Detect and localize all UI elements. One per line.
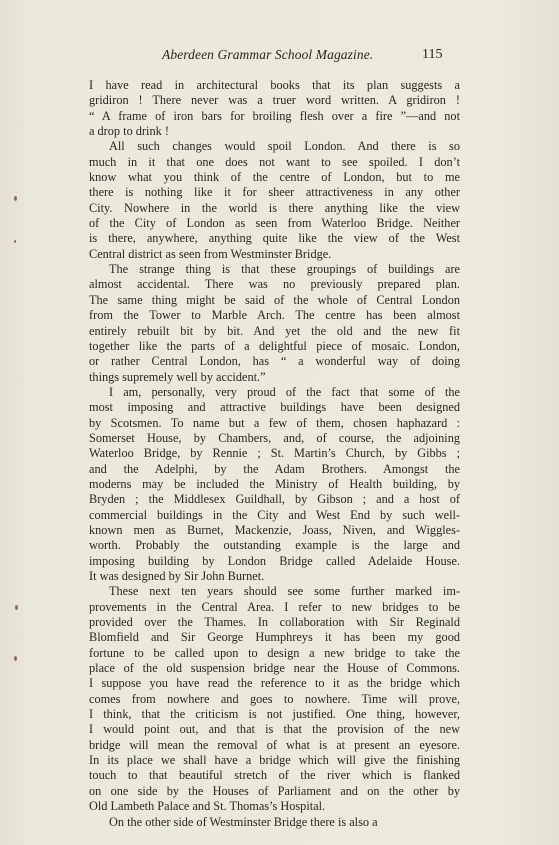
text-line: moderns may be included the Ministry of Health building, by [89,476,460,491]
text-line: together like the parts of a delightful piece of mosaic. London, [89,338,460,353]
text-line: It was designed by Sir John Burnet. [89,569,265,583]
text-line: imposing building by London Bridge called Adelaide House. [89,553,460,568]
margin-mark [15,605,18,610]
text-line: a drop to drink ! [89,124,169,139]
text-line: bridge will mean the removal of what is at present an eyesore. [89,737,460,752]
margin-mark [14,656,17,661]
text-line: from the Tower to Marble Arch. The centre has been almost [89,308,460,323]
article-body [89,78,460,830]
text-line: things supremely well by accident.” [89,369,266,384]
text-line: Somerset House, by Chambers, and, of course, the adjoining [89,430,460,445]
text-line: Old Lambeth Palace and St. Thomas’s Hospital. [89,799,326,814]
text-line: much in it that one does not want to see spoiled. I don’t [89,154,460,169]
text-line: These next ten years should see some further marked im- [109,584,460,599]
text-line: almost accidental. There was no previously prepared plan. [89,277,460,292]
text-line: by Scotsmen. To name but a few of them, chosen haphazard : [89,415,460,430]
text-line: provements in the Central Area. I refer to new bridges to be [89,599,460,614]
text-line: comes from nowhere and goes to nowhere. Time will prove, [89,691,460,706]
text-line: I have read in architectural books that its plan suggests a [89,78,460,92]
text-line: I suppose you have read the reference to it as the bridge which [89,676,460,691]
text-line: of the City of London as seen from Waterloo Bridge. Neither [89,216,460,231]
text-line: The same thing might be said of the whole of Central London [89,292,460,307]
text-line: City. Nowhere in the world is there anything like the view [89,200,460,215]
text-line: gridiron ! There never was a truer word written. A gridiron ! [89,93,460,108]
text-line: entirely rebuilt bit by bit. And yet the old and the new fit [89,323,460,338]
text-line: place of the old suspension bridge near the House of Commons. [89,661,460,676]
text-line: worth. Probably the outstanding example is the large and [89,538,460,553]
text-line: “ A frame of iron bars for broiling flesh over a fire ”—and not [89,108,460,123]
text-line: Waterloo Bridge, by Rennie ; St. Martin’s Church, by Gibbs ; [89,446,460,461]
text-line: Bryden ; the Middlesex Guildhall, by Gibson ; and a host of [89,492,460,507]
text-line: Central district as seen from Westminster Bridge. [89,246,332,261]
running-title: Aberdeen Grammar School Magazine. [162,47,374,62]
text-line: In its place we shall have a bridge which will give the finishing [89,753,460,768]
text-line: most imposing and attractive buildings have been designed [89,400,460,415]
text-line: known men as Burnet, Mackenzie, Joass, Niven, and Wiggles- [89,522,460,537]
text-line: provided over the Thames. In collaboration with Sir Reginald [89,615,460,630]
text-line: The strange thing is that these groupings of buildings are [109,262,460,277]
margin-mark [14,196,17,201]
text-line: On the other side of Westminster Bridge there is also a [109,814,378,829]
text-line: know what you think of the centre of London, but to me [89,170,460,185]
text-line: is there, anywhere, anything quite like the view of the West [89,231,460,246]
text-line: I am, personally, very proud of the fact that some of the [109,384,460,399]
text-line: Blomfield and Sir George Humphreys it has been my good [89,630,460,645]
text-line: or rather Central London, has “ a wonderful way of doing [89,354,460,369]
page-header [0,47,559,67]
text-line: All such changes would spoil London. And there is so [109,139,460,154]
text-line: I think, that the criticism is not justified. One thing, however, [89,707,460,722]
margin-mark [14,240,16,243]
text-line: there is nothing like it for sheer attractiveness in any other [89,185,460,200]
text-line: on one side by the Houses of Parliament and on the other by [89,783,460,798]
text-line: and the Adelphi, by the Adam Brothers. Amongst the [89,461,460,476]
text-line: commercial buildings in the City and West End by such well- [89,507,460,522]
text-line: I would point out, and that is that the provision of the new [89,722,460,737]
text-line: touch to that beautiful stretch of the river which is flanked [89,768,460,783]
page-number: 115 [422,47,443,62]
text-line: fortune to be called upon to design a new bridge to take the [89,645,460,660]
